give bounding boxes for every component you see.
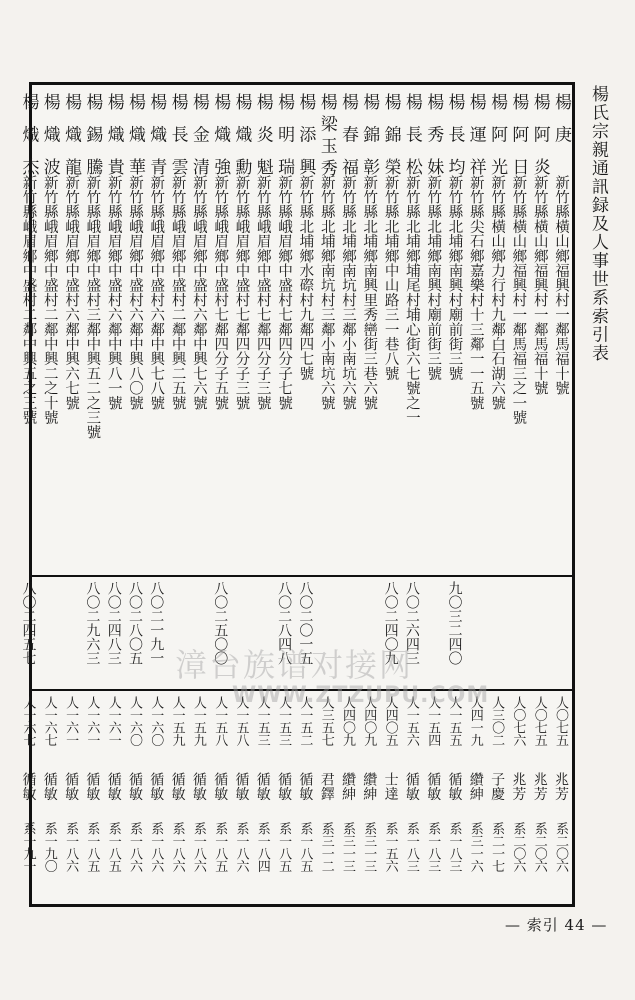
entry-address: 新竹縣峨眉鄉中盛村七鄰四分子五號 (212, 175, 229, 411)
entry-parent: 循敏 (212, 772, 229, 801)
entry-phone: 八〇二四八三 (105, 581, 122, 665)
entry-name: 楊 添 興 (295, 93, 316, 180)
entry-phone: 八〇二一九一 (148, 581, 165, 665)
entry-book-ref: 人四一九 (467, 696, 483, 746)
entry-name: 楊 明 瑞 (274, 93, 295, 180)
entry-branch-ref: 系三一三 (361, 822, 377, 872)
entry-parent: 循敏 (297, 772, 314, 801)
entry-branch-ref: 系三一二 (318, 822, 334, 872)
entry-name: 楊梁玉秀 (316, 93, 337, 181)
entry-address: 新竹縣峨眉鄉中盛村六鄰中興七八號 (148, 175, 165, 411)
entry-phone: 八〇二九六三 (84, 581, 101, 665)
entry-parent: 循敏 (63, 772, 80, 801)
entry-parent: 兆芳 (553, 772, 569, 801)
entry-address: 新竹縣峨眉鄉中盛村七鄰四分子七號 (276, 175, 293, 411)
entry-branch-ref: 系一八五 (297, 822, 313, 872)
page-number: — 索引 44 — (505, 916, 608, 934)
entry-name: 楊 錦 彰 (359, 93, 380, 180)
entry-parent: 循敏 (41, 772, 58, 801)
entry-name: 楊 阿 日 (508, 93, 529, 180)
entry-branch-ref: 系二一七 (489, 822, 505, 872)
entry-address: 新竹縣峨眉鄉中盛村七鄰四分子三號 (254, 175, 271, 411)
entry-parent: 循敏 (233, 772, 250, 801)
entry-parent: 循敏 (148, 772, 165, 801)
entry-book-ref: 人一五九 (169, 696, 185, 746)
entry-phone: 八〇二八四八 (276, 581, 293, 665)
entry-address: 新竹縣峨眉鄉中盛村三鄰中興五二之三號 (84, 175, 101, 440)
entry-book-ref: 人一六一 (84, 696, 100, 746)
entry-parent: 兆芳 (531, 772, 548, 801)
entry-branch-ref: 系一八三 (446, 822, 462, 872)
entry-phone: 八〇二四五七 (20, 581, 37, 665)
entry-address: 新竹縣橫山鄉福興村一鄰馬福十號 (553, 175, 569, 396)
index-table (18, 82, 575, 907)
entry-branch-ref: 系三一三 (340, 822, 355, 872)
entry-book-ref: 人一六七 (20, 696, 36, 746)
entry-book-ref: 人四〇五 (382, 696, 398, 746)
entry-name: 楊 庚 (551, 93, 571, 148)
entry-branch-ref: 系一八五 (84, 822, 100, 872)
entry-book-ref: 人一六〇 (148, 696, 164, 746)
entry-name: 楊 阿 炎 (529, 93, 550, 180)
entry-address: 新竹縣峨眉鄉中盛村六鄰中興七六號 (190, 175, 207, 411)
entry-name: 楊 金 清 (188, 93, 209, 180)
entry-name: 楊 長 均 (444, 93, 465, 180)
entry-book-ref: 人一五三 (276, 696, 292, 746)
entry-name: 楊 運 祥 (465, 93, 486, 180)
entry-book-ref: 人一五四 (425, 696, 441, 746)
entry-book-ref: 人一五八 (233, 696, 249, 746)
row-divider (32, 575, 572, 577)
entry-name: 楊 錦 榮 (380, 93, 401, 180)
entry-address: 新竹縣北埔鄉南興村廟前街三號 (425, 175, 442, 381)
entry-branch-ref: 系一八六 (190, 822, 206, 872)
entry-branch-ref: 系一八三 (403, 822, 419, 872)
entry-branch-ref: 系三一六 (467, 822, 483, 872)
entry-branch-ref: 系二〇六 (553, 822, 568, 872)
entry-book-ref: 人四〇九 (361, 696, 377, 746)
entry-book-ref: 人一五五 (446, 696, 462, 746)
page-title: 楊氏宗親通訊録及人事世系索引表 (588, 85, 608, 363)
entry-branch-ref: 系一八四 (254, 822, 270, 872)
entry-name: 楊 錫 騰 (82, 93, 103, 180)
entry-address: 新竹縣北埔鄉南坑村三鄰小南坑六號 (340, 175, 356, 411)
entry-book-ref: 人〇七五 (531, 696, 547, 746)
entry-parent: 纘紳 (467, 772, 484, 801)
entry-branch-ref: 系一八五 (105, 822, 121, 872)
entry-address: 新竹縣橫山鄉力行村九鄰白石湖六號 (489, 175, 506, 411)
entry-parent: 循敏 (169, 772, 186, 801)
entry-book-ref: 人一五六 (403, 696, 419, 746)
entry-parent: 纘紳 (340, 772, 356, 801)
entry-phone: 八〇二六四三 (403, 581, 420, 665)
entry-parent: 循敏 (254, 772, 271, 801)
entry-branch-ref: 系二〇六 (531, 822, 547, 872)
entry-phone: 八〇二八〇五 (127, 581, 143, 665)
entry-parent: 循敏 (425, 772, 442, 801)
entry-book-ref: 人一六一 (105, 696, 121, 746)
entry-parent: 循敏 (446, 772, 463, 801)
entry-name: 楊 熾 杰 (18, 93, 39, 180)
entry-address: 新竹縣橫山鄉福興村一鄰馬福三之一號 (510, 175, 527, 425)
entry-address: 新竹縣峨眉鄉中盛村二鄰中興五之三號 (20, 175, 37, 425)
entry-phone: 八〇二〇一五 (297, 581, 314, 665)
entry-branch-ref: 系一八三 (425, 822, 441, 872)
entry-name: 楊 春 福 (338, 93, 358, 180)
entry-address: 新竹縣峨眉鄉中盛村二鄰中興二之十號 (41, 175, 58, 425)
entry-branch-ref: 系一八六 (127, 822, 142, 872)
entry-address: 新竹縣北埔鄉水磜村九鄰四七號 (297, 175, 314, 381)
entry-phone: 八〇二四〇九 (382, 581, 399, 665)
entry-name: 楊 熾 強 (210, 93, 231, 180)
entry-name: 楊 熾 青 (146, 93, 167, 180)
entry-branch-ref: 系一九一 (20, 822, 36, 872)
entry-name: 楊 長 雲 (167, 93, 188, 180)
entry-name: 楊 秀 妹 (423, 93, 444, 180)
entry-branch-ref: 系二〇六 (510, 822, 526, 872)
entry-book-ref: 人〇七六 (510, 696, 526, 746)
entry-parent: 循敏 (276, 772, 293, 801)
entry-phone: 九〇三二四〇 (446, 581, 463, 665)
entry-name: 楊 熾 貴 (103, 93, 124, 180)
entry-branch-ref: 系一八六 (63, 822, 79, 872)
entry-address: 新竹縣峨眉鄉中盛村六鄰中興八〇號 (127, 175, 143, 411)
entry-branch-ref: 系一八五 (276, 822, 292, 872)
entry-branch-ref: 系一九〇 (41, 822, 57, 872)
watermark-url: WWW.ZTZUPU.COM (232, 683, 490, 708)
entry-address: 新竹縣北埔鄉埔尾村埔心街六七號之一 (403, 175, 420, 425)
entry-parent: 纘紳 (361, 772, 378, 801)
entry-phone: 八〇二五〇〇 (212, 581, 229, 665)
entry-name: 楊 長 松 (401, 93, 422, 180)
entry-parent: 循敏 (127, 772, 143, 801)
entry-name: 楊 阿 光 (487, 93, 508, 180)
entry-branch-ref: 系一五六 (382, 822, 398, 872)
entry-name: 楊 熾 龍 (61, 93, 82, 180)
entry-book-ref: 人一五九 (190, 696, 206, 746)
entry-address: 新竹縣橫山鄉福興村一鄰馬福十號 (531, 175, 548, 396)
entry-book-ref: 人〇七五 (553, 696, 568, 746)
entry-book-ref: 人一六一 (63, 696, 79, 746)
entry-address: 新竹縣尖石鄉嘉樂村十三鄰一一五號 (467, 175, 484, 411)
entry-book-ref: 人一五三 (254, 696, 270, 746)
entry-parent: 循敏 (20, 772, 37, 801)
entry-parent: 循敏 (84, 772, 101, 801)
entry-branch-ref: 系一八六 (169, 822, 185, 872)
entry-branch-ref: 系一八六 (233, 822, 249, 872)
entry-address: 新竹縣北埔鄉南興里秀巒街三巷六號 (361, 175, 378, 411)
entry-name: 楊 熾 華 (125, 93, 145, 180)
entry-address: 新竹縣北埔鄉中山路三一巷八號 (382, 175, 399, 381)
entry-branch-ref: 系一八五 (212, 822, 228, 872)
entry-name: 楊 炎 魁 (252, 93, 273, 180)
entry-parent: 子慶 (489, 772, 506, 801)
entry-address: 新竹縣峨眉鄉中盛村七鄰四分子三號 (233, 175, 250, 411)
entry-parent: 循敏 (105, 772, 122, 801)
entry-parent: 兆芳 (510, 772, 527, 801)
entry-address: 新竹縣峨眉鄉中盛村六鄰中興六七號 (63, 175, 80, 411)
entry-address: 新竹縣北埔鄉南興村廟前街三號 (446, 175, 463, 381)
entry-book-ref: 人一五二 (297, 696, 313, 746)
entry-parent: 士達 (382, 772, 399, 801)
entry-book-ref: 人四〇九 (340, 696, 355, 746)
entry-book-ref: 人一六〇 (127, 696, 142, 746)
entry-branch-ref: 系一八六 (148, 822, 164, 872)
entry-address: 新竹縣北埔鄉南坑村三鄰小南坑六號 (318, 175, 335, 411)
entry-book-ref: 人三五七 (318, 696, 334, 746)
entry-address: 新竹縣峨眉鄉中盛村六鄰中興八一號 (105, 175, 122, 411)
entry-parent: 君鐸 (318, 772, 335, 801)
entry-book-ref: 人一五八 (212, 696, 228, 746)
entry-book-ref: 人一六七 (41, 696, 57, 746)
entry-address: 新竹縣峨眉鄉中盛村二鄰中興二五號 (169, 175, 186, 411)
entry-name: 楊 熾 勳 (231, 93, 252, 180)
watermark: 漳台族谱对接网 (175, 646, 414, 684)
entry-book-ref: 人三〇二 (489, 696, 505, 746)
entry-parent: 循敏 (403, 772, 420, 801)
entry-parent: 循敏 (190, 772, 207, 801)
entry-name: 楊 熾 波 (39, 93, 60, 180)
